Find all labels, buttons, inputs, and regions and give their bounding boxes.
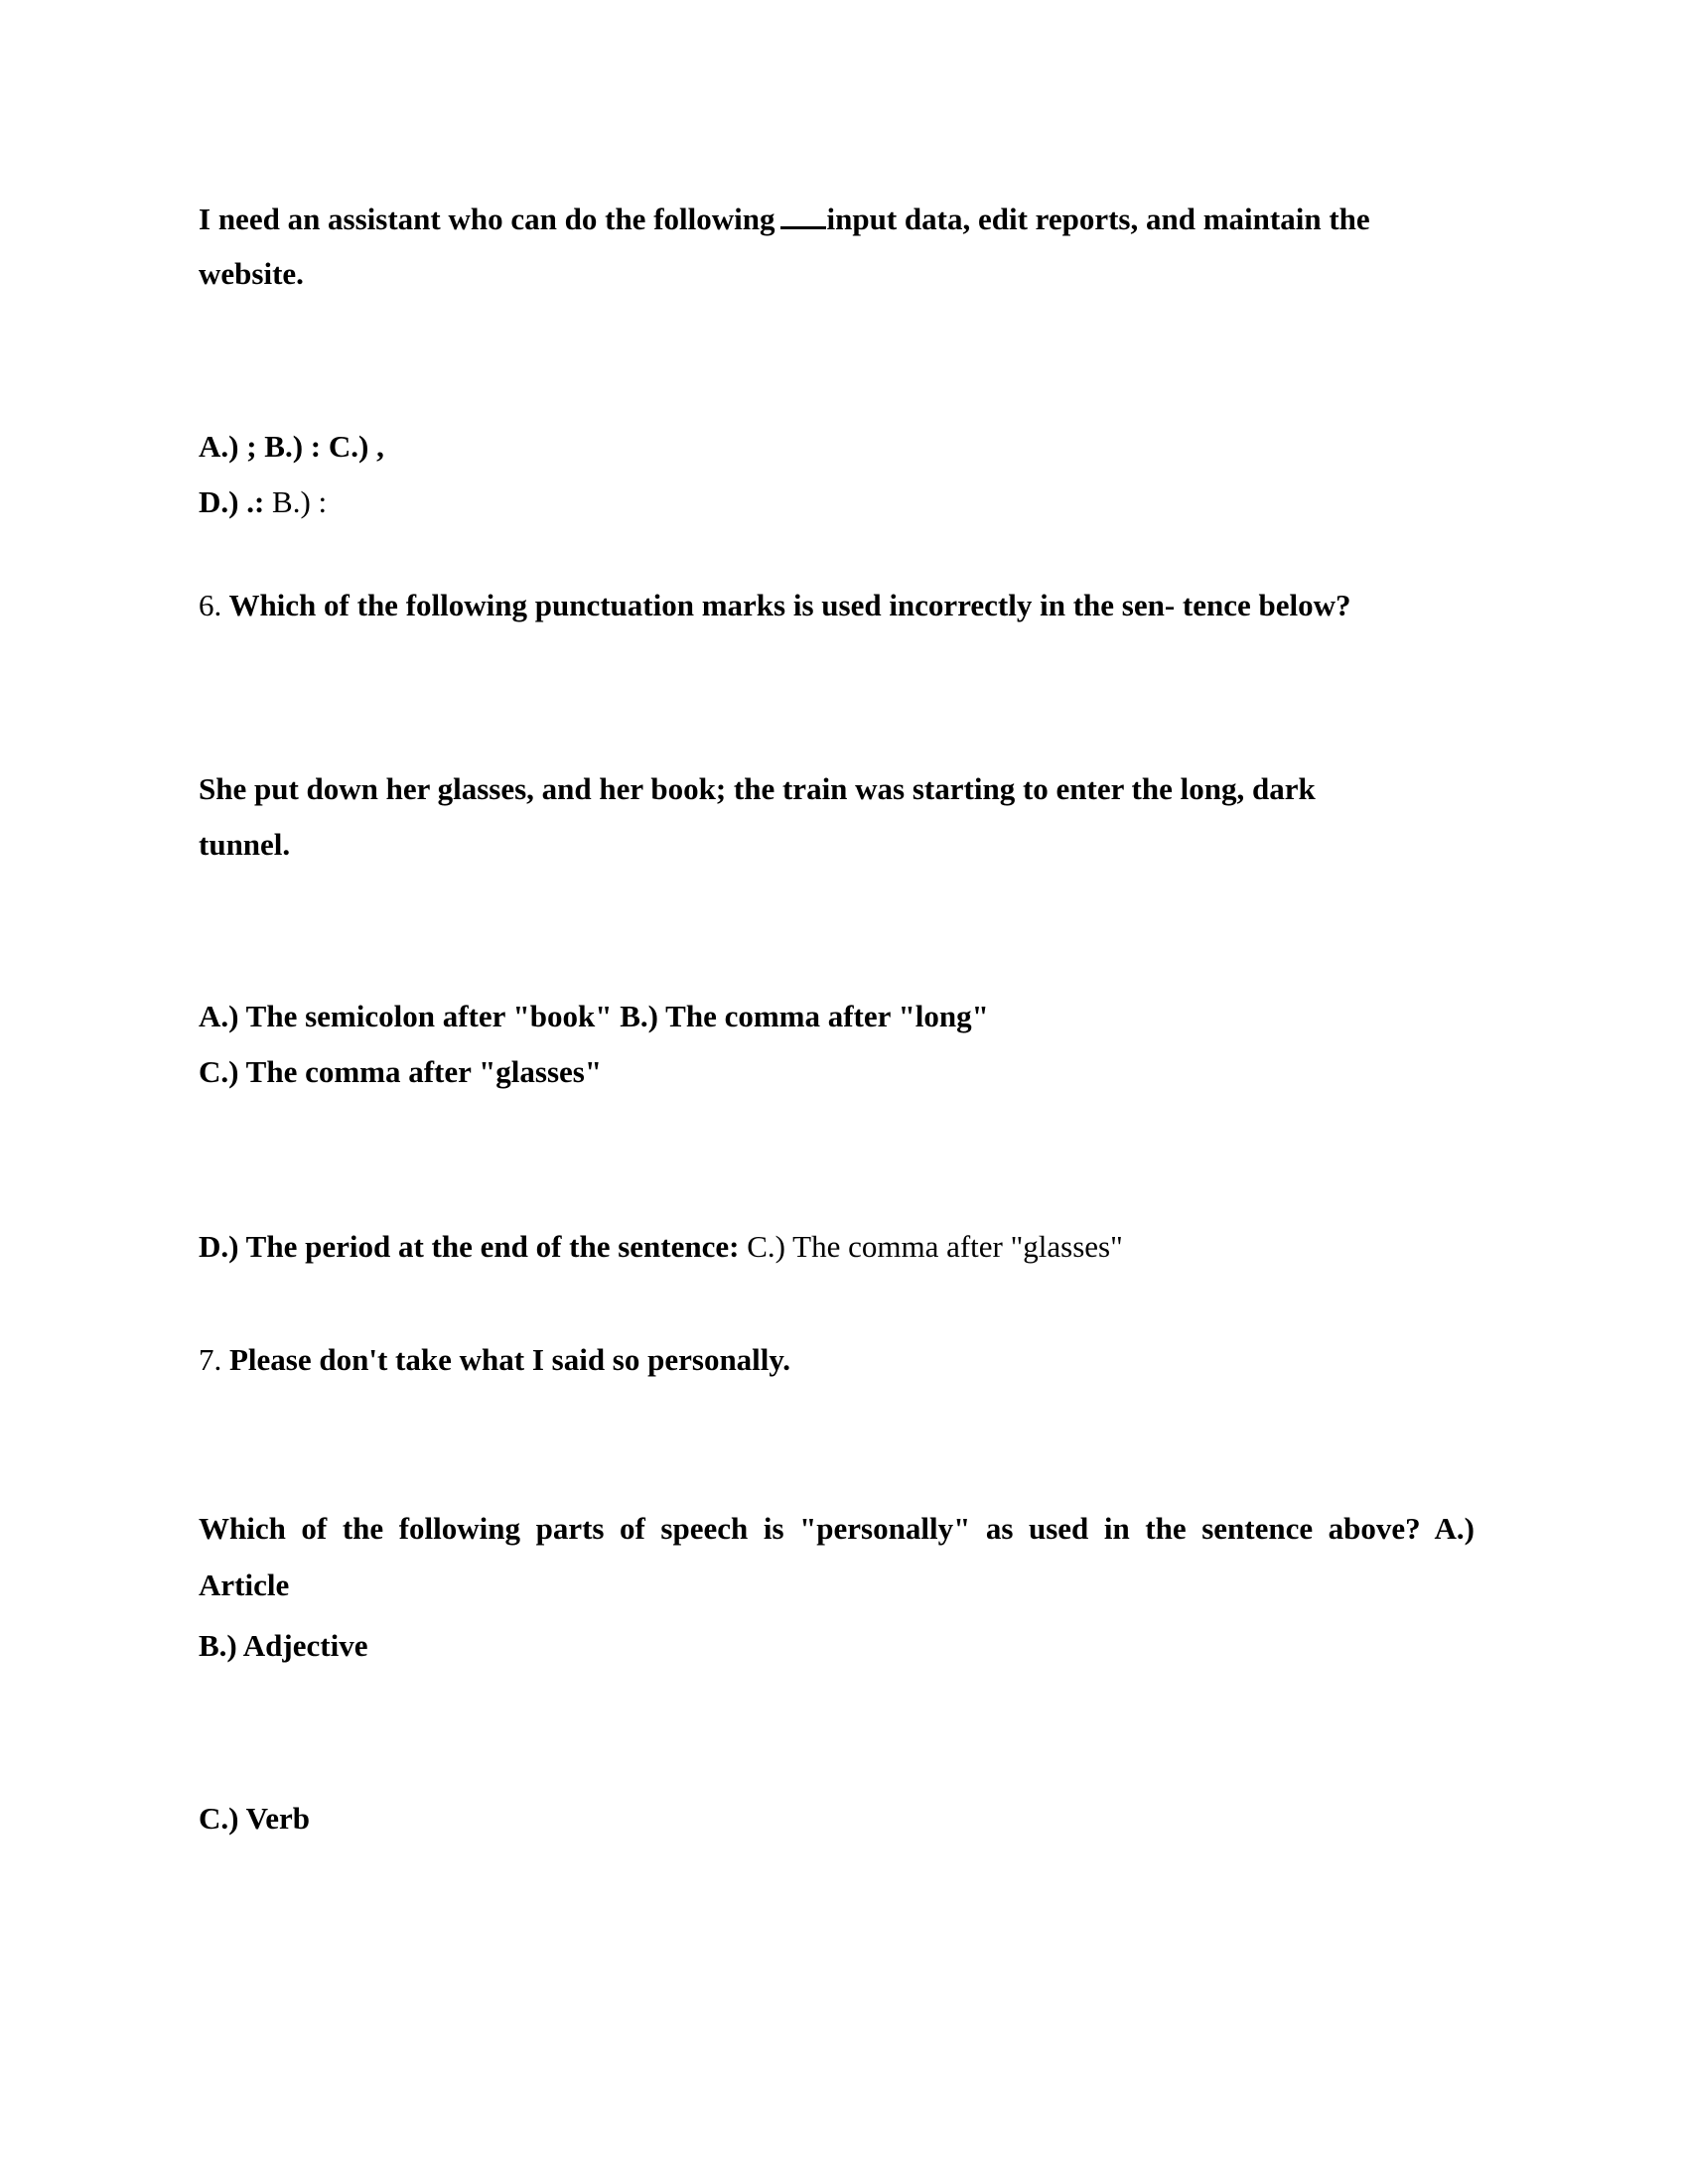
q5-stem-line2: website.: [199, 256, 304, 291]
q7-question-line1: Which of the following parts of speech is "personally" as used in the sentence above? A.): [199, 1511, 1475, 1546]
q6-option-d: D.) The period at the end of the sentence:: [199, 1229, 740, 1264]
q5-options-line2: [199, 484, 327, 520]
q5-options-line1: A.) ; B.) : C.) ,: [199, 429, 384, 464]
q5-stem-line1: [199, 202, 1370, 237]
q7-question-line2: Article: [199, 1568, 290, 1602]
q6-options-line3: [199, 1229, 1123, 1265]
q6-number: 6.: [199, 588, 222, 622]
q7-option-c: C.) Verb: [199, 1801, 310, 1836]
answer-blank: [780, 205, 826, 229]
q6-sentence-line1: She put down her glasses, and her book; the train was starting to enter the long, dark: [199, 771, 1316, 806]
q7-prompt-text: Please don't take what I said so personally.: [221, 1342, 790, 1377]
q7-number: 7.: [199, 1342, 222, 1377]
q6-options-line2: C.) The comma after "glasses": [199, 1054, 603, 1089]
q5-option-d: D.) .:: [199, 484, 265, 519]
q7-prompt: [199, 1342, 790, 1378]
q7-option-b: B.) Adjective: [199, 1628, 368, 1663]
q6-question: [199, 588, 1351, 623]
q5-stem-after-blank: input data, edit reports, and maintain the: [826, 202, 1370, 236]
q5-stem-before-blank: I need an assistant who can do the following: [199, 202, 775, 236]
q6-options-line1: A.) The semicolon after "book" B.) The comma after "long": [199, 999, 989, 1033]
q5-answer: B.) :: [264, 484, 328, 519]
q6-answer: C.) The comma after "glasses": [739, 1229, 1123, 1264]
q6-question-text: Which of the following punctuation marks is used incorrectly in the sen- tence below?: [221, 588, 1351, 622]
q6-sentence-line2: tunnel.: [199, 827, 291, 862]
